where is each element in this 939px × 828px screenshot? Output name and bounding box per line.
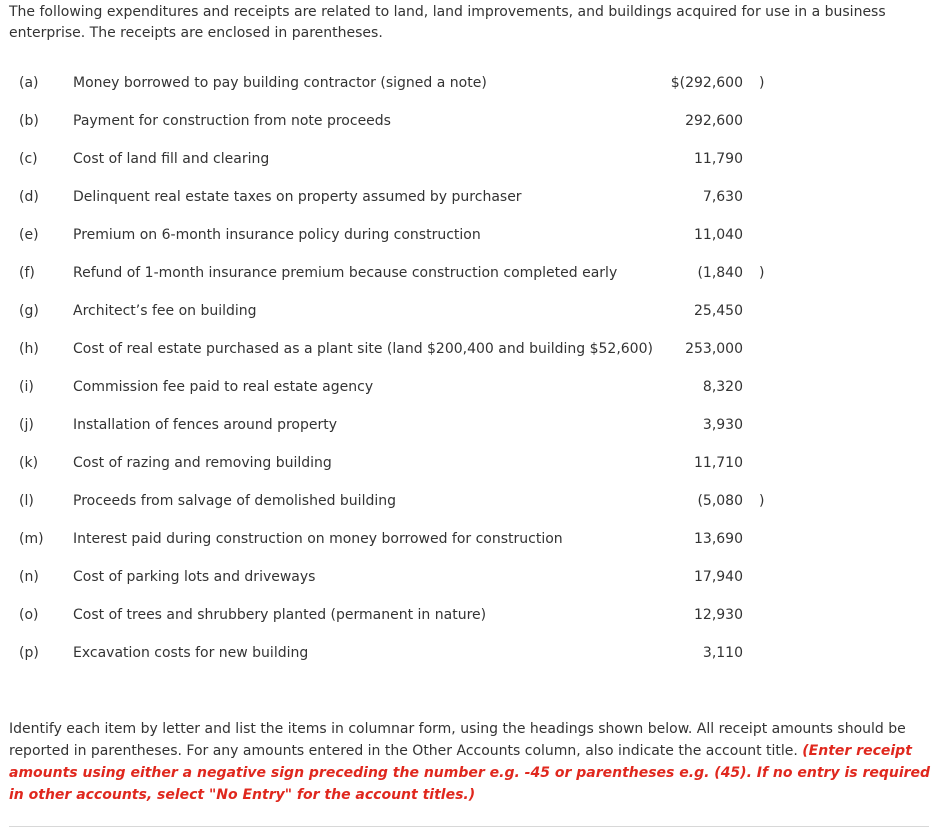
- item-letter: (b): [19, 113, 39, 129]
- list-item: [0, 65, 939, 103]
- item-amount: 25,450: [694, 303, 743, 319]
- item-letter: (e): [19, 227, 39, 243]
- item-letter: (d): [19, 189, 39, 205]
- item-amount: (5,080: [697, 493, 743, 509]
- item-description: Cost of real estate purchased as a plant site (land $200,400 and building $52,600): [73, 341, 653, 357]
- item-amount-close-paren: ): [759, 265, 765, 281]
- item-amount: 3,930: [702, 417, 743, 433]
- item-letter: (m): [19, 531, 44, 547]
- list-item: [0, 635, 939, 673]
- item-description: Cost of land fill and clearing: [73, 151, 270, 167]
- item-description: Interest paid during construction on money borrowed for construction: [73, 531, 563, 547]
- item-letter: (n): [19, 569, 39, 585]
- item-amount: (1,840: [697, 265, 743, 281]
- list-item: [0, 255, 939, 293]
- list-item: [0, 597, 939, 635]
- item-amount: 253,000: [685, 341, 743, 357]
- item-description: Cost of parking lots and driveways: [73, 569, 316, 585]
- item-description: Refund of 1-month insurance premium because construction completed early: [73, 265, 618, 281]
- item-amount: 292,600: [685, 113, 743, 129]
- list-item: [0, 521, 939, 559]
- item-amount-close-paren: ): [759, 75, 765, 91]
- item-amount: 3,110: [702, 645, 743, 661]
- item-description: Excavation costs for new building: [73, 645, 309, 661]
- instructions-text: Identify each item by letter and list the items in columnar form, using the headings shown below. All receipt amounts should be reported in parentheses. For any amounts entered in the Other Accounts column, also indicate the account title.: [9, 721, 906, 759]
- instructions-emphasis: (Enter receipt amounts using either a negative sign preceding the number e.g. -45 or parentheses e.g. (45). If no entry is required in other accounts, select "No Entry" for the account titles.): [9, 743, 931, 803]
- list-item: [0, 103, 939, 141]
- list-item: [0, 217, 939, 255]
- item-letter: (p): [19, 645, 39, 661]
- item-letter: (i): [19, 379, 34, 395]
- list-item: [0, 141, 939, 179]
- instructions-paragraph: [9, 718, 937, 806]
- item-description: Architect’s fee on building: [73, 303, 257, 319]
- item-letter: (g): [19, 303, 39, 319]
- item-amount-close-paren: ): [759, 493, 765, 509]
- item-letter: (a): [19, 75, 39, 91]
- list-item: [0, 179, 939, 217]
- item-letter: (j): [19, 417, 34, 433]
- item-amount: 11,710: [694, 455, 743, 471]
- item-amount: 13,690: [694, 531, 743, 547]
- item-description: Cost of trees and shrubbery planted (permanent in nature): [73, 607, 487, 623]
- item-letter: (c): [19, 151, 38, 167]
- list-item: [0, 407, 939, 445]
- item-letter: (k): [19, 455, 39, 471]
- item-amount: 17,940: [694, 569, 743, 585]
- item-amount: 12,930: [694, 607, 743, 623]
- item-amount: $(292,600: [670, 75, 743, 91]
- item-amount: 11,040: [694, 227, 743, 243]
- items-list: [0, 65, 939, 673]
- list-item: [0, 293, 939, 331]
- item-description: Payment for construction from note proceeds: [73, 113, 391, 129]
- item-description: Money borrowed to pay building contractor (signed a note): [73, 75, 487, 91]
- item-description: Commission fee paid to real estate agency: [73, 379, 374, 395]
- item-description: Installation of fences around property: [73, 417, 338, 433]
- item-letter: (h): [19, 341, 39, 357]
- intro-paragraph: The following expenditures and receipts are related to land, land improvements, and buildings acquired for use in a business enterprise. The receipts are enclosed in parentheses.: [9, 4, 886, 41]
- item-letter: (l): [19, 493, 34, 509]
- list-item: [0, 445, 939, 483]
- list-item: [0, 331, 939, 369]
- item-letter: (o): [19, 607, 39, 623]
- item-description: Premium on 6-month insurance policy during construction: [73, 227, 481, 243]
- item-amount: 7,630: [702, 189, 743, 205]
- item-amount: 11,790: [694, 151, 743, 167]
- list-item: [0, 483, 939, 521]
- item-description: Proceeds from salvage of demolished building: [73, 493, 396, 509]
- list-item: [0, 369, 939, 407]
- item-amount: 8,320: [702, 379, 743, 395]
- list-item: [0, 559, 939, 597]
- bottom-divider: [9, 826, 929, 827]
- item-description: Delinquent real estate taxes on property assumed by purchaser: [73, 189, 522, 205]
- item-letter: (f): [19, 265, 35, 281]
- item-description: Cost of razing and removing building: [73, 455, 332, 471]
